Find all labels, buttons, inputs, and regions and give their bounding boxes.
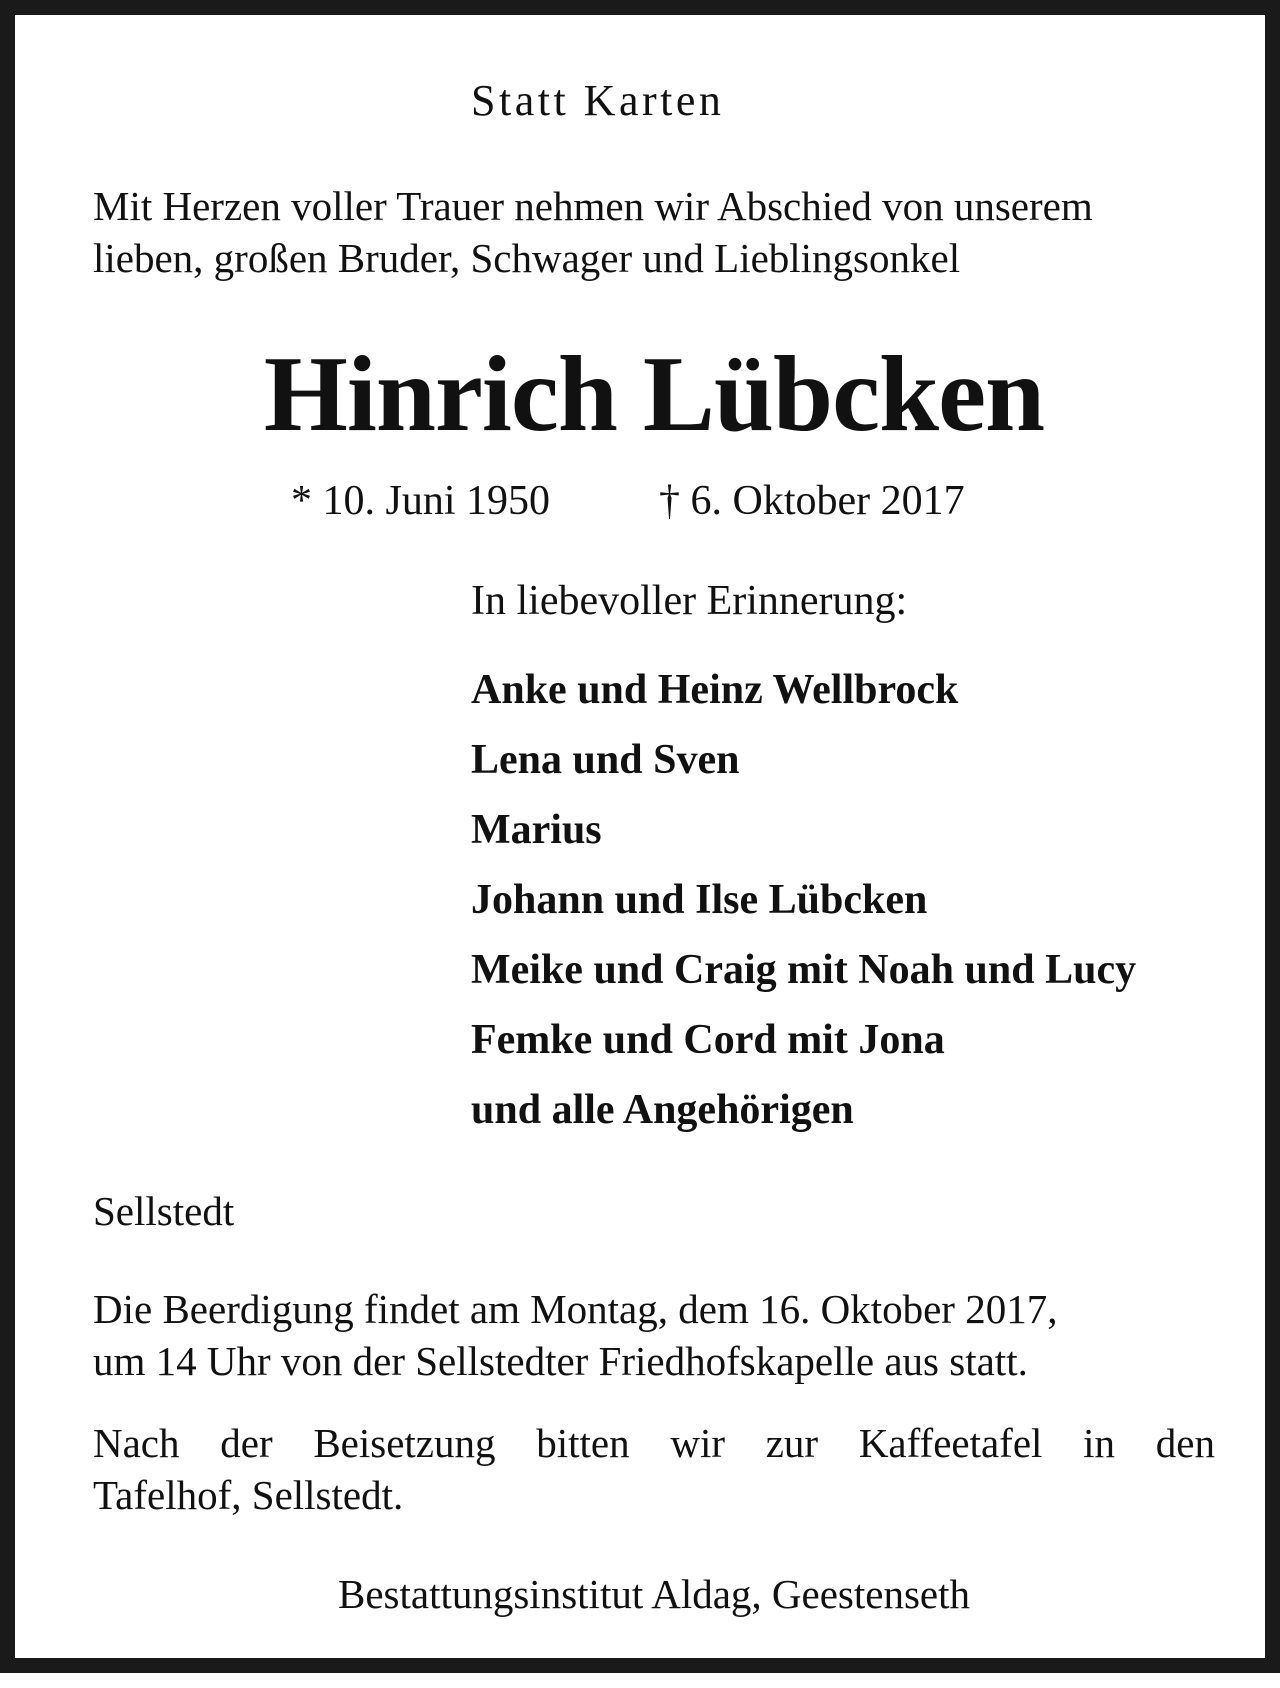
death-date: † 6. Oktober 2017 xyxy=(659,478,965,524)
deceased-name: Hinrich Lübcken xyxy=(263,335,1045,454)
place-text: Sellstedt xyxy=(93,1188,235,1234)
mourner-item: Lena und Sven xyxy=(471,737,740,783)
funeral-line: um 14 Uhr von der Sellstedter Friedhofskapelle aus statt. xyxy=(93,1338,1028,1384)
kicker-text: Statt Karten xyxy=(471,76,725,125)
funeral-text xyxy=(93,1283,1215,1387)
intro-line: lieben, großen Bruder, Schwager und Lieblingsonkel xyxy=(93,235,961,281)
notice-content xyxy=(93,15,1215,1688)
reception-line: Nach der Beisetzung bitten wir zur Kaffeetafel in den xyxy=(93,1420,1215,1466)
reception-line: Tafelhof, Sellstedt. xyxy=(93,1472,404,1518)
intro-line: Mit Herzen voller Trauer nehmen wir Abschied von unserem xyxy=(93,183,1093,229)
birth-date: * 10. Juni 1950 xyxy=(291,478,551,524)
mourner-item: Marius xyxy=(471,807,602,853)
intro-text xyxy=(93,180,1215,284)
mourners-list xyxy=(471,666,1136,1156)
mourner-item: Meike und Craig mit Noah und Lucy xyxy=(471,947,1137,993)
reception-text xyxy=(93,1417,1215,1521)
undertaker-text: Bestattungsinstitut Aldag, Geestenseth xyxy=(337,1571,971,1617)
memory-line: In liebevoller Erinnerung: xyxy=(471,578,908,624)
funeral-line: Die Beerdigung findet am Montag, dem 16. Oktober 2017, xyxy=(93,1286,1058,1332)
mourner-item: Johann und Ilse Lübcken xyxy=(471,877,928,923)
mourner-item: Anke und Heinz Wellbrock xyxy=(471,667,959,713)
mourner-item: Femke und Cord mit Jona xyxy=(471,1017,945,1063)
mourner-item: und alle Angehörigen xyxy=(471,1087,854,1133)
